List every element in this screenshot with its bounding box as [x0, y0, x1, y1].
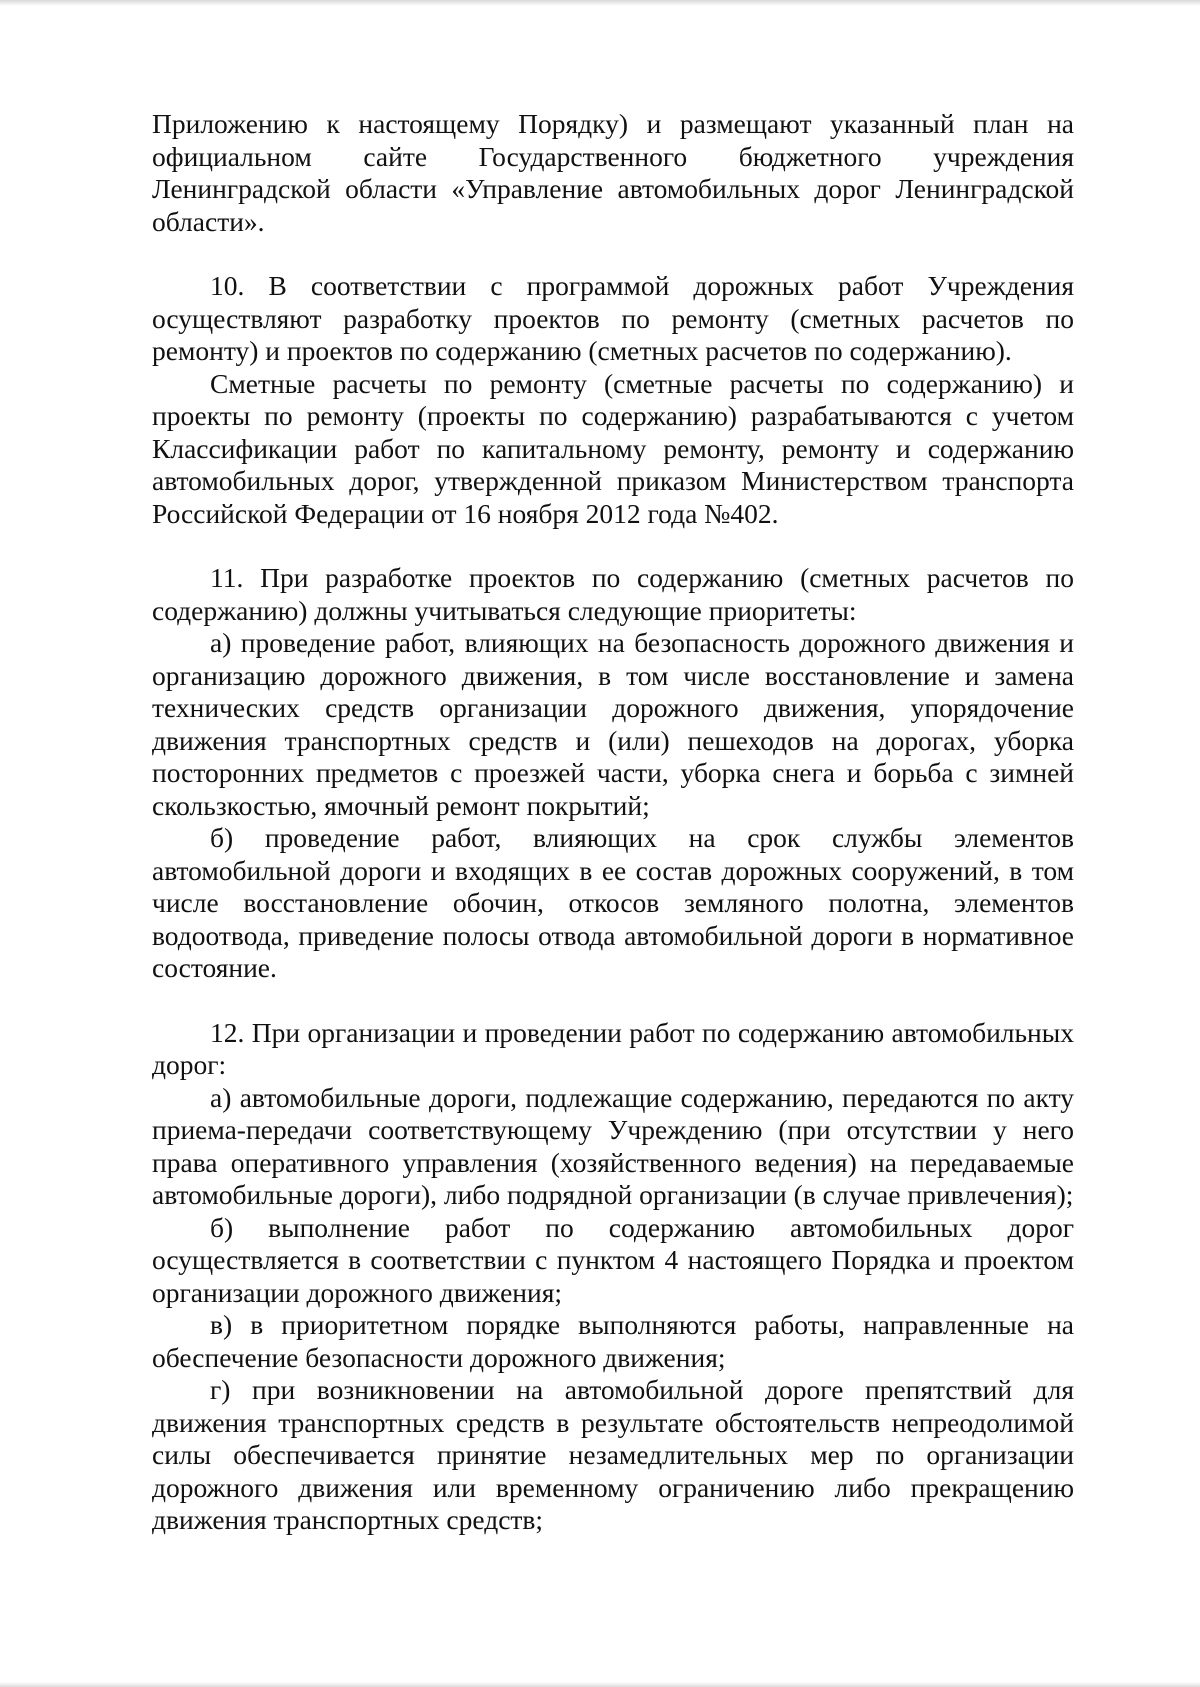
scan-edge-bottom	[0, 1682, 1200, 1687]
paragraph-item-11a: а) проведение работ, влияющих на безопасность дорожного движения и организацию дорожного движения, в том числе восстановление и замена технических средств организации дорожного движения, упорядочение движения транспортных средств и (или) пешеходов на дорогах, уборка посторонних предметов с проезжей части, уборка снега и борьба с зимней скользкостью, ямочный ремонт покрытий;	[152, 627, 1074, 821]
paragraph-item-11b: б) проведение работ, влияющих на срок службы элементов автомобильной дороги и входящих в ее состав дорожных сооружений, в том числе восстановление обочин, откосов земляного полотна, элементов водоотвода, приведение полосы отвода автомобильной дороги в нормативное состояние.	[152, 822, 1074, 983]
scan-edge-top	[0, 0, 1200, 6]
paragraph-item-12v: в) в приоритетном порядке выполняются работы, направленные на обеспечение безопасности дорожного движения;	[152, 1309, 1074, 1373]
paragraph-item-11: 11. При разработке проектов по содержанию (сметных расчетов по содержанию) должны учитываться следующие приоритеты:	[152, 562, 1074, 626]
document-page	[152, 108, 1074, 1537]
paragraph-item-12g: г) при возникновении на автомобильной дороге препятствий для движения транспортных средств в результате обстоятельств непреодолимой силы обеспечивается принятие незамедлительных мер по организации дорожного движения или временному ограничению либо прекращению движения транспортных средств;	[152, 1374, 1074, 1535]
paragraph-estimates: Сметные расчеты по ремонту (сметные расчеты по содержанию) и проекты по ремонту (проекты по содержанию) разрабатываются с учетом Классификации работ по капитальному ремонту, ремонту и содержанию автомобильных дорог, утвержденной приказом Министерством транспорта Российской Федерации от 16 ноября 2012 года №402.	[152, 367, 1074, 529]
paragraph-item-12b: б) выполнение работ по содержанию автомобильных дорог осуществляется в соответствии с пунктом 4 настоящего Порядка и проектом организации дорожного движения;	[152, 1211, 1074, 1308]
paragraph-continuation: Приложению к настоящему Порядку) и размещают указанный план на официальном сайте Государственного бюджетного учреждения Ленинградской области «Управление автомобильных дорог Ленинградской области».	[152, 108, 1074, 237]
paragraph-item-12: 12. При организации и проведении работ по содержанию автомобильных дорог:	[152, 1016, 1074, 1080]
paragraph-item-12a: а) автомобильные дороги, подлежащие содержанию, передаются по акту приема-передачи соответствующему Учреждению (при отсутствии у него права оперативного управления (хозяйственного ведения) на передаваемые автомобильные дороги), либо подрядной организации (в случае привлечения);	[152, 1081, 1074, 1210]
paragraph-item-10: 10. В соответствии с программой дорожных работ Учреждения осуществляют разработку проектов по ремонту (сметных расчетов по ремонту) и проектов по содержанию (сметных расчетов по содержанию).	[152, 270, 1074, 366]
